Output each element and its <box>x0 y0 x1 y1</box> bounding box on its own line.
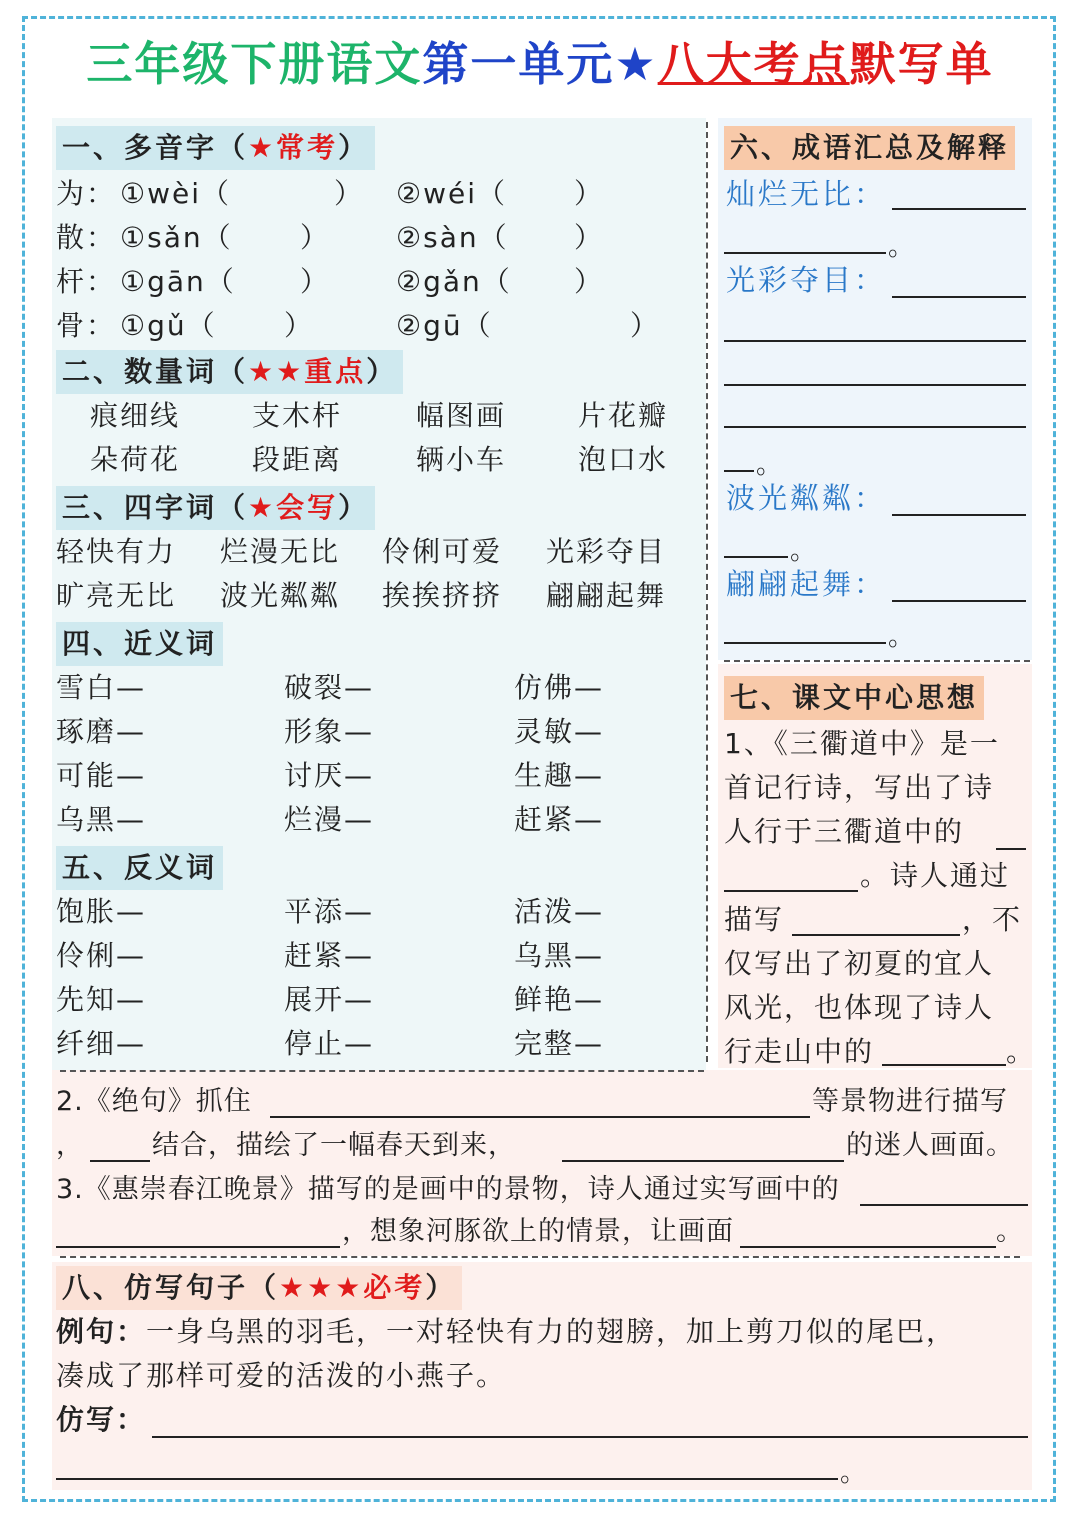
answer-blank[interactable] <box>882 1064 1006 1066</box>
polyphone-char: 为： <box>56 177 117 210</box>
antonym-item: 饱胀— <box>56 895 147 928</box>
antonym-item: 完整— <box>514 1027 605 1060</box>
central-idea-text: 首记行诗，写出了诗 <box>724 771 995 804</box>
four-char-word: 伶俐可爱 <box>382 535 503 568</box>
pinyin-a: ①wèi（ <box>120 177 232 210</box>
answer-blank[interactable] <box>562 1160 844 1162</box>
synonym-item: 雪白— <box>56 671 147 704</box>
quantifier-word: 幅图画 <box>416 399 507 432</box>
section-antonyms-header: 五、反义词 <box>56 846 223 890</box>
polyphone-char: 骨： <box>56 309 117 342</box>
answer-blank[interactable] <box>892 296 1026 298</box>
answer-blank[interactable] <box>792 934 960 936</box>
polyphone-char: 杆： <box>56 265 117 298</box>
synonym-item: 灵敏— <box>514 715 605 748</box>
synonym-item: 破裂— <box>284 671 375 704</box>
answer-blank[interactable] <box>996 848 1026 850</box>
page-title: 三年级下册语文第一单元★八大考点默写单 <box>86 37 994 91</box>
answer-blank[interactable] <box>724 556 788 558</box>
section-quantifiers-header: 二、数量词（★★重点） <box>56 350 403 394</box>
idiom-term: 灿烂无比： <box>726 177 887 211</box>
section-central-idea-header: 七、课文中心思想 <box>724 676 984 720</box>
pinyin-a: ①gān（ <box>120 265 236 298</box>
idiom-term: 波光粼粼： <box>726 481 887 515</box>
answer-blank[interactable] <box>724 642 886 644</box>
synonym-item: 形象— <box>284 715 375 748</box>
quantifier-word: 辆小车 <box>416 443 507 476</box>
example-sentence: 例句：一身乌黑的羽毛，一对轻快有力的翅膀，加上剪刀似的尾巴， <box>56 1315 957 1348</box>
answer-blank[interactable] <box>892 600 1026 602</box>
antonym-item: 伶俐— <box>56 939 147 972</box>
quantifier-word: 泡口水 <box>578 443 669 476</box>
central-idea-text: 。诗人通过 <box>860 859 1011 892</box>
synonym-item: 赶紧— <box>514 803 605 836</box>
answer-blank[interactable] <box>270 1116 810 1118</box>
answer-blank[interactable] <box>724 890 858 892</box>
central-idea-text: 1、《三衢道中》是一 <box>724 727 1000 760</box>
quantifier-word: 痕细线 <box>90 399 181 432</box>
four-char-word: 轻快有力 <box>56 535 177 568</box>
poem-question-2: 2.《绝句》抓住 <box>56 1086 252 1117</box>
synonym-item: 琢磨— <box>56 715 147 748</box>
four-char-word: 挨挨挤挤 <box>382 579 503 612</box>
four-char-word: 旷亮无比 <box>56 579 177 612</box>
idiom-term: 翩翩起舞： <box>726 567 887 601</box>
pinyin-b: ②sàn（ <box>396 221 509 254</box>
answer-blank[interactable] <box>892 208 1026 210</box>
answer-blank[interactable] <box>724 252 886 254</box>
antonym-item: 平添— <box>284 895 375 928</box>
quantifier-word: 片花瓣 <box>578 399 669 432</box>
synonym-item: 讨厌— <box>284 759 375 792</box>
poem-question-3: 3.《惠崇春江晚景》描写的是画中的景物，诗人通过实写画中的 <box>56 1174 840 1205</box>
answer-blank[interactable] <box>724 340 1026 342</box>
central-idea-text: 人行于三衢道中的 <box>724 815 965 848</box>
antonym-item: 纤细— <box>56 1027 147 1060</box>
answer-blank[interactable] <box>724 426 1026 428</box>
four-char-word: 光彩夺目 <box>546 535 667 568</box>
imitation-label: 仿写： <box>56 1403 147 1436</box>
polyphone-char: 散： <box>56 221 117 254</box>
quantifier-word: 朵荷花 <box>90 443 181 476</box>
central-idea-text: 描写 <box>724 903 785 936</box>
section-idioms-header: 六、成语汇总及解释 <box>724 126 1015 170</box>
four-char-word: 波光粼粼 <box>220 579 341 612</box>
idiom-term: 光彩夺目： <box>726 263 887 297</box>
section-synonyms-header: 四、近义词 <box>56 622 223 666</box>
divider <box>60 1070 704 1072</box>
divider <box>60 1256 1020 1258</box>
column-divider <box>706 122 708 1062</box>
antonym-item: 乌黑— <box>514 939 605 972</box>
pinyin-a: ①gǔ（ <box>120 309 217 342</box>
answer-blank[interactable] <box>56 1246 340 1248</box>
imitation-answer-line[interactable] <box>152 1436 1028 1438</box>
pinyin-b: ②gū（ <box>396 309 493 342</box>
synonym-item: 烂漫— <box>284 803 375 836</box>
answer-blank[interactable] <box>892 514 1026 516</box>
central-idea-text: 风光，也体现了诗人 <box>724 991 995 1024</box>
antonym-item: 鲜艳— <box>514 983 605 1016</box>
antonym-item: 赶紧— <box>284 939 375 972</box>
answer-blank[interactable] <box>90 1160 150 1162</box>
synonym-item: 仿佛— <box>514 671 605 704</box>
answer-blank[interactable] <box>740 1246 996 1248</box>
section-imitation-header: 八、仿写句子（★★★必考） <box>56 1266 462 1310</box>
four-char-word: 翩翩起舞 <box>546 579 667 612</box>
synonym-item: 生趣— <box>514 759 605 792</box>
imitation-answer-line[interactable] <box>56 1478 838 1480</box>
central-idea-text: 仅写出了初夏的宜人 <box>724 947 995 980</box>
pinyin-b: ②gǎn（ <box>396 265 512 298</box>
synonym-item: 乌黑— <box>56 803 147 836</box>
divider <box>724 660 1030 662</box>
quantifier-word: 支木杆 <box>252 399 343 432</box>
section-four-char-words-header: 三、四字词（★会写） <box>56 486 375 530</box>
quantifier-word: 段距离 <box>252 443 343 476</box>
four-char-word: 烂漫无比 <box>220 535 341 568</box>
synonym-item: 可能— <box>56 759 147 792</box>
central-idea-text: 行走山中的 <box>724 1035 875 1068</box>
pinyin-b: ②wéi（ <box>396 177 508 210</box>
antonym-item: 先知— <box>56 983 147 1016</box>
antonym-item: 停止— <box>284 1027 375 1060</box>
central-idea-text: ，不 <box>962 903 1023 936</box>
antonym-item: 活泼— <box>514 895 605 928</box>
example-sentence-cont: 凑成了那样可爱的活泼的小燕子。 <box>56 1359 507 1392</box>
pinyin-a: ①sǎn（ <box>120 221 233 254</box>
section-polyphones-header: 一、多音字（★常考） <box>56 126 375 170</box>
answer-blank[interactable] <box>724 384 1026 386</box>
answer-blank[interactable] <box>724 470 754 472</box>
antonym-item: 展开— <box>284 983 375 1016</box>
answer-blank[interactable] <box>860 1204 1028 1206</box>
